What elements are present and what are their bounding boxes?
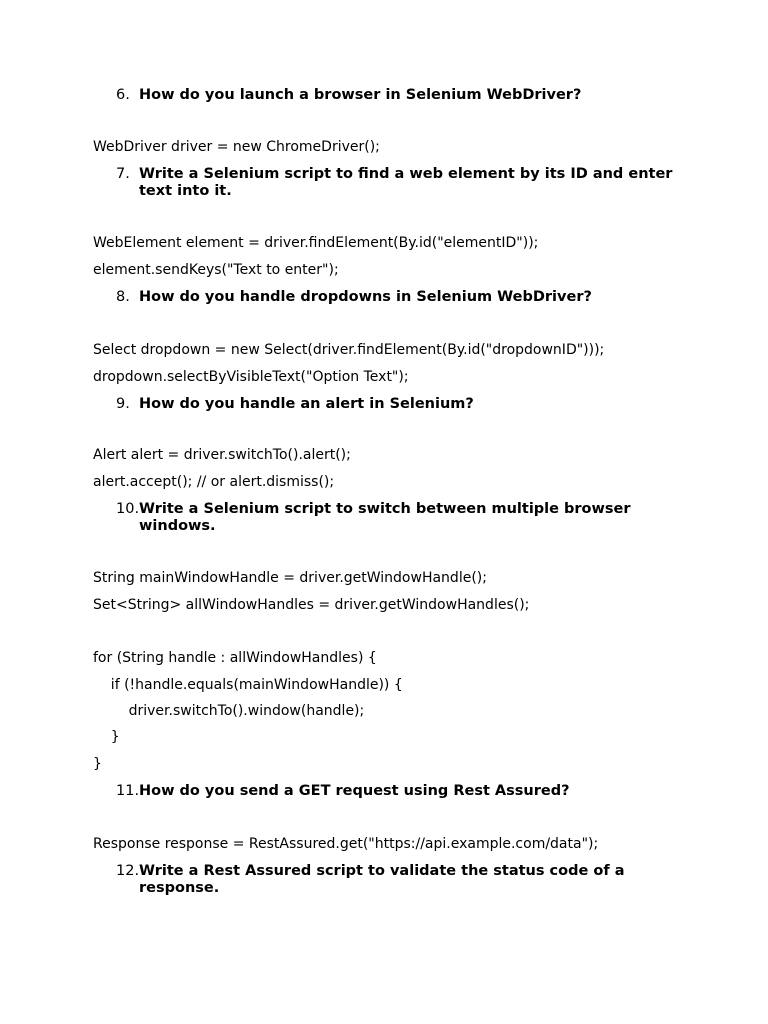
code-line: WebDriver driver = new ChromeDriver(); <box>93 139 380 155</box>
code-line: Alert alert = driver.switchTo().alert(); <box>93 447 351 463</box>
question-number: 10. <box>116 501 140 517</box>
question-number: 12. <box>116 863 140 879</box>
question-7 <box>116 166 676 200</box>
question-9 <box>116 396 676 413</box>
question-10 <box>116 501 676 535</box>
question-text: How do you launch a browser in Selenium WebDriver? <box>139 87 582 103</box>
question-11 <box>116 783 676 800</box>
code-line: } <box>93 756 102 772</box>
question-12 <box>116 863 676 897</box>
code-line: WebElement element = driver.findElement(By.id("elementID")); <box>93 235 539 251</box>
question-text: How do you handle an alert in Selenium? <box>139 396 474 412</box>
question-text: How do you handle dropdowns in Selenium WebDriver? <box>139 289 592 305</box>
code-line: alert.accept(); // or alert.dismiss(); <box>93 474 335 490</box>
question-text: Write a Selenium script to switch between multiple browser windows. <box>139 501 631 534</box>
code-line: Response response = RestAssured.get("https://api.example.com/data"); <box>93 836 599 852</box>
code-line: Select dropdown = new Select(driver.findElement(By.id("dropdownID"))); <box>93 342 605 358</box>
question-6 <box>116 87 676 104</box>
code-line: if (!handle.equals(mainWindowHandle)) { <box>93 677 403 693</box>
code-line: element.sendKeys("Text to enter"); <box>93 262 339 278</box>
code-line: driver.switchTo().window(handle); <box>93 703 365 719</box>
code-line: } <box>93 729 120 745</box>
code-line: for (String handle : allWindowHandles) { <box>93 650 377 666</box>
question-8 <box>116 289 676 306</box>
question-number: 11. <box>116 783 140 799</box>
question-number: 9. <box>116 396 130 412</box>
question-text: Write a Selenium script to find a web element by its ID and enter text into it. <box>139 166 673 199</box>
question-number: 6. <box>116 87 130 103</box>
question-text: How do you send a GET request using Rest Assured? <box>139 783 570 799</box>
code-line: dropdown.selectByVisibleText("Option Text"); <box>93 369 409 385</box>
question-text: Write a Rest Assured script to validate the status code of a response. <box>139 863 625 896</box>
code-line: Set<String> allWindowHandles = driver.getWindowHandles(); <box>93 597 530 613</box>
question-number: 8. <box>116 289 130 305</box>
question-number: 7. <box>116 166 130 182</box>
code-line: String mainWindowHandle = driver.getWindowHandle(); <box>93 570 487 586</box>
